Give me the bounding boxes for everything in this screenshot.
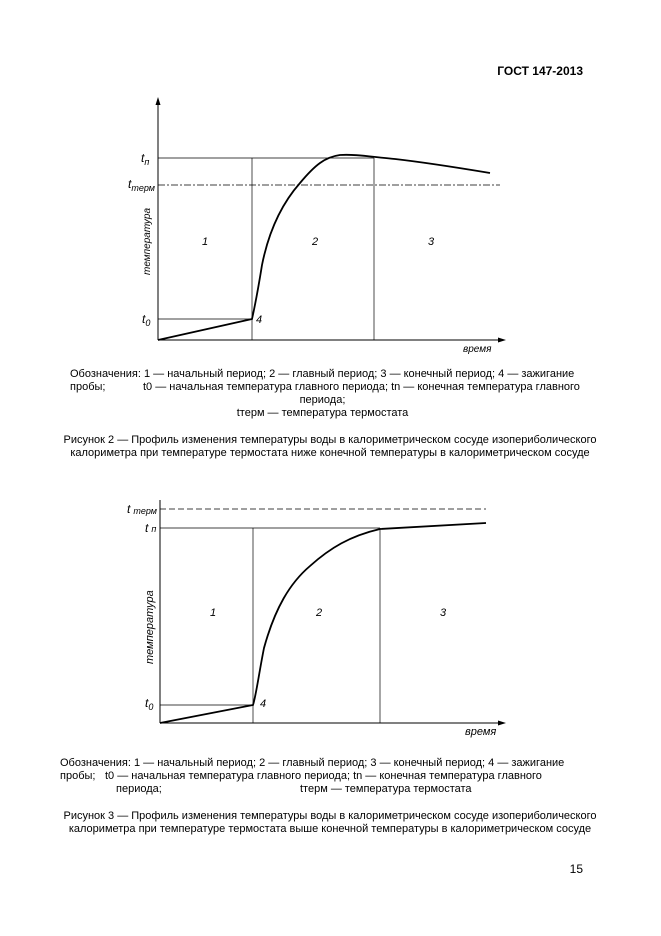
figure-3-chart (0, 498, 661, 743)
legend-line-3b: tтерм — температура термостата (300, 783, 472, 795)
period-3-label: 3 (428, 236, 435, 248)
x-axis-arrow (498, 338, 506, 343)
legend-line-2 (60, 770, 585, 783)
y-axis-label: температура (142, 207, 153, 275)
x-axis-label: время (465, 726, 497, 738)
ignition-label: 4 (256, 314, 263, 326)
legend-line-1: Обозначения: 1 — начальный период; 2 — главный период; 3 — конечный период; 4 — зажигание (60, 757, 565, 769)
figure-2-legend (60, 368, 585, 420)
tick-tn: $t_п$ (141, 151, 150, 167)
tick-tterm: $t_{терм}$ (128, 177, 155, 193)
figure-3-legend (60, 757, 585, 796)
legend-line-3 (60, 783, 585, 796)
x-axis-label: время (463, 344, 492, 355)
figure-3-caption: Рисунок 3 — Профиль изменения температуры воды в калориметрическом сосуде изопериболического калориметра при температуре термостата выше конечной температуры в калориметрическом сосуде (63, 810, 597, 835)
tick-tterm: t терм (127, 502, 157, 516)
legend-line-2 (60, 381, 585, 394)
legend-line-3a: периода; (116, 783, 162, 795)
legend-line-2a: пробы; (60, 770, 96, 782)
temperature-curve (160, 523, 486, 723)
legend-line-1: Обозначения: 1 — начальный период; 2 — главный период; 3 — конечный период; 4 — зажигание (70, 368, 575, 380)
legend-line-2b: t0 — начальная температура главного периода; tn — конечная температура главного (105, 770, 542, 782)
legend-line-3: периода; (299, 394, 346, 406)
standard-header: ГОСТ 147-2013 (497, 64, 583, 78)
figure-2-chart (0, 95, 661, 360)
tick-tn: t п (145, 521, 157, 535)
tick-t0: $t_0$ (145, 696, 154, 712)
y-axis-label: температура (144, 590, 156, 664)
figure-2-caption: Рисунок 2 — Профиль изменения температуры воды в калориметрическом сосуде изопериболического калориметра при температуре термостата ниже конечной температуры в калориметрическом сосуде (63, 434, 597, 459)
tick-t0: $t_0$ (142, 312, 151, 328)
page-number: 15 (569, 862, 583, 876)
period-3-label: 3 (440, 607, 447, 619)
period-2-label: 2 (312, 236, 319, 248)
x-axis-arrow (498, 721, 506, 726)
legend-line-4: tтерм — температура термостата (236, 407, 409, 419)
y-axis-arrow (156, 97, 161, 105)
period-1-label: 1 (202, 236, 209, 248)
ignition-label: 4 (260, 698, 267, 710)
period-1-label: 1 (210, 607, 217, 619)
period-2-label: 2 (316, 607, 323, 619)
legend-line-2b: t0 — начальная температура главного периода; tn — конечная температура главного (143, 381, 580, 393)
legend-line-2a: пробы; (70, 381, 106, 393)
